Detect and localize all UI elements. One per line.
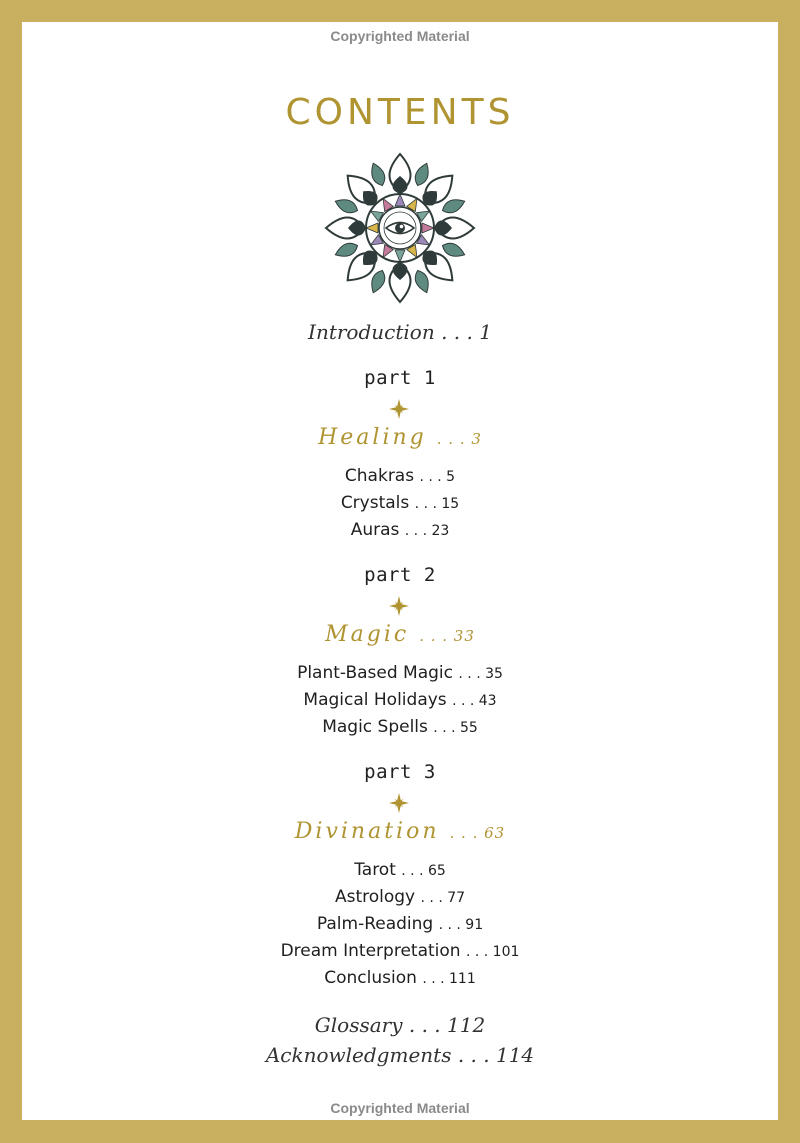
toc-item[interactable]: [22, 941, 778, 961]
toc-item-page: . . . 101: [465, 944, 520, 960]
toc-item[interactable]: [22, 520, 778, 540]
part-2-label: part 2: [364, 564, 436, 586]
part-3-label: part 3: [364, 761, 436, 783]
star-ornament-icon: [389, 596, 409, 616]
toc-item-page: . . . 65: [401, 863, 446, 879]
toc-item-page: . . . 43: [452, 693, 497, 709]
toc-item[interactable]: [22, 887, 778, 907]
toc-item-page: . . . 23: [404, 523, 450, 539]
page-title: CONTENTS: [285, 92, 515, 133]
section-divination-title: Divination: [294, 819, 440, 844]
toc-item[interactable]: [22, 493, 778, 513]
toc-item[interactable]: [22, 690, 778, 710]
toc-glossary[interactable]: Glossary . . . 112: [314, 1013, 486, 1037]
section-healing-title: Healing: [318, 425, 427, 450]
toc-item-name: Palm-Reading: [316, 914, 434, 934]
toc-item-name: Plant-Based Magic: [297, 663, 453, 683]
toc-item-name: Chakras: [344, 466, 415, 486]
section-healing[interactable]: [22, 425, 778, 450]
toc-item[interactable]: [22, 968, 778, 988]
book-page: [22, 22, 778, 1120]
toc-item-name: Astrology: [334, 887, 416, 907]
toc-item-page: . . . 111: [422, 971, 476, 987]
toc-item-name: Tarot: [354, 860, 396, 880]
section-magic-title: Magic: [325, 622, 410, 647]
copyright-notice-bottom: Copyrighted Material: [330, 1100, 470, 1116]
part-1-label: part 1: [364, 367, 436, 389]
toc-item-name: Magic Spells: [322, 717, 428, 737]
toc-item-page: . . . 55: [433, 720, 478, 736]
section-magic-page: . . . 33: [419, 627, 475, 645]
toc-item-name: Dream Interpretation: [280, 941, 461, 961]
toc-item-page: . . . 35: [458, 666, 503, 682]
section-divination-page: . . . 63: [449, 824, 506, 842]
toc-item-page: . . . 77: [420, 890, 466, 906]
toc-item-page: . . . 15: [414, 496, 460, 512]
toc-item[interactable]: [22, 914, 778, 934]
toc-introduction[interactable]: Introduction . . . 1: [308, 320, 492, 344]
toc-acknowledgments[interactable]: Acknowledgments . . . 114: [265, 1043, 535, 1067]
star-ornament-icon: [389, 399, 409, 419]
toc-item-name: Crystals: [340, 493, 410, 513]
section-magic[interactable]: [22, 622, 778, 647]
toc-item[interactable]: [22, 860, 778, 880]
toc-item-page: . . . 91: [438, 917, 484, 933]
toc-item-name: Auras: [350, 520, 400, 540]
toc-item[interactable]: [22, 466, 778, 486]
section-healing-page: . . . 3: [436, 430, 482, 448]
star-ornament-icon: [389, 793, 409, 813]
toc-item-page: . . . 5: [419, 469, 456, 485]
toc-item[interactable]: [22, 717, 778, 737]
toc-item-name: Conclusion: [324, 968, 417, 988]
section-divination[interactable]: [22, 819, 778, 844]
toc-item[interactable]: [22, 663, 778, 683]
mandala-eye-icon: [324, 152, 476, 304]
copyright-notice-top: Copyrighted Material: [330, 28, 470, 44]
toc-item-name: Magical Holidays: [303, 690, 447, 710]
